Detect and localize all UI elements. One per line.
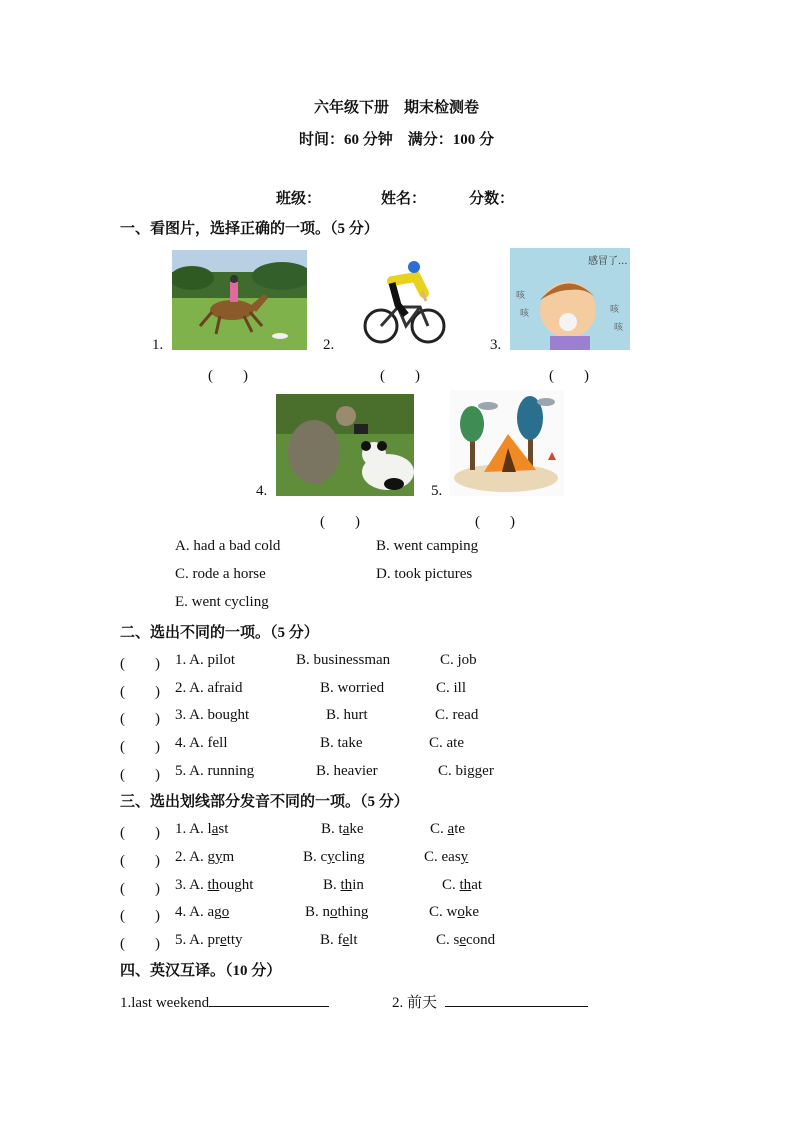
question-number: 4. <box>256 483 268 499</box>
option-c: C. easy <box>424 849 469 865</box>
option-c: C. woke <box>429 904 480 920</box>
option-c: C. job <box>440 652 477 668</box>
option-b: B. hurt <box>326 707 368 723</box>
question-item: 4. A. ago <box>175 904 230 920</box>
option-c: C. that <box>442 877 483 893</box>
choice-c: C. rode a horse <box>175 566 266 582</box>
answer-blank[interactable]: ( ) <box>120 711 160 727</box>
translation-question-1: 1.last weekend <box>120 991 329 1012</box>
answer-blank[interactable]: ( ) <box>120 825 160 841</box>
exam-meta: 时间：60 分钟 满分：100 分 <box>298 132 494 148</box>
answer-blank[interactable]: ( ) <box>120 908 160 924</box>
choice-e: E. went cycling <box>175 594 269 610</box>
question-number: 2. <box>323 337 335 353</box>
option-b: B. businessman <box>296 652 391 668</box>
page-title: 六年级下册 期末检测卷 <box>313 100 479 116</box>
cough-text: 咳 <box>516 291 526 301</box>
section-3-heading: 三、选出划线部分发音不同的一项。（5 分） <box>120 794 409 810</box>
name-field-label: 姓名： <box>381 191 427 207</box>
answer-line[interactable] <box>209 991 329 1007</box>
option-c: C. second <box>436 932 496 948</box>
choice-b: B. went camping <box>376 538 479 554</box>
option-b: B. nothing <box>305 904 369 920</box>
option-b: B. felt <box>320 932 358 948</box>
option-b: B. take <box>321 821 364 837</box>
answer-blank[interactable]: ( ) <box>120 739 160 755</box>
photographer-panda-picture <box>276 394 414 496</box>
answer-blank[interactable]: ( ) <box>120 684 160 700</box>
option-b: B. thin <box>323 877 364 893</box>
question-item: 3. A. thought <box>175 877 254 893</box>
question-item: 3. A. bought <box>175 707 250 723</box>
answer-blank[interactable]: ( ) <box>320 514 360 530</box>
answer-blank[interactable]: ( ) <box>475 514 515 530</box>
question-number: 3. <box>490 337 502 353</box>
answer-blank[interactable]: ( ) <box>380 368 420 384</box>
question-item: 5. A. pretty <box>175 932 243 948</box>
section-4-heading: 四、英汉互译。（10 分） <box>120 963 282 979</box>
answer-blank[interactable]: ( ) <box>120 656 160 672</box>
answer-blank[interactable]: ( ) <box>120 767 160 783</box>
question-item: 1. A. pilot <box>175 652 236 668</box>
answer-blank[interactable]: ( ) <box>549 368 589 384</box>
section-1-heading: 一、看图片，选择正确的一项。（5 分） <box>120 221 379 237</box>
speech-bubble-text: 感冒了... <box>588 256 628 267</box>
question-number: 5. <box>431 483 443 499</box>
section-2-heading: 二、选出不同的一项。（5 分） <box>120 625 319 641</box>
option-c: C. ate <box>430 821 466 837</box>
question-item: 1. A. last <box>175 821 229 837</box>
answer-blank[interactable]: ( ) <box>208 368 248 384</box>
answer-blank[interactable]: ( ) <box>120 853 160 869</box>
cold-picture <box>510 248 630 350</box>
question-item: 4. A. fell <box>175 735 228 751</box>
question-item: 2. A. afraid <box>175 680 243 696</box>
answer-blank[interactable]: ( ) <box>120 881 160 897</box>
answer-blank[interactable]: ( ) <box>120 936 160 952</box>
answer-line[interactable] <box>445 991 588 1007</box>
cycling-picture <box>362 255 447 347</box>
option-b: B. cycling <box>303 849 365 865</box>
class-field-label: 班级： <box>276 191 322 207</box>
option-c: C. bigger <box>438 763 494 779</box>
translation-question-2: 2. 前天 <box>392 991 588 1012</box>
question-item: 5. A. running <box>175 763 255 779</box>
cough-text: 咳 <box>520 309 530 319</box>
question-item: 2. A. gym <box>175 849 235 865</box>
camping-picture <box>450 390 564 496</box>
option-b: B. take <box>320 735 363 751</box>
question-number: 1. <box>152 337 164 353</box>
choice-d: D. took pictures <box>376 566 473 582</box>
option-c: C. read <box>435 707 479 723</box>
option-c: C. ate <box>429 735 464 751</box>
score-field-label: 分数： <box>469 191 515 207</box>
cough-text: 咳 <box>610 305 620 315</box>
choice-a: A. had a bad cold <box>175 538 281 554</box>
option-b: B. worried <box>320 680 385 696</box>
option-b: B. heavier <box>316 763 378 779</box>
horse-riding-picture <box>172 250 307 350</box>
cough-text: 咳 <box>614 323 624 333</box>
option-c: C. ill <box>436 680 467 696</box>
